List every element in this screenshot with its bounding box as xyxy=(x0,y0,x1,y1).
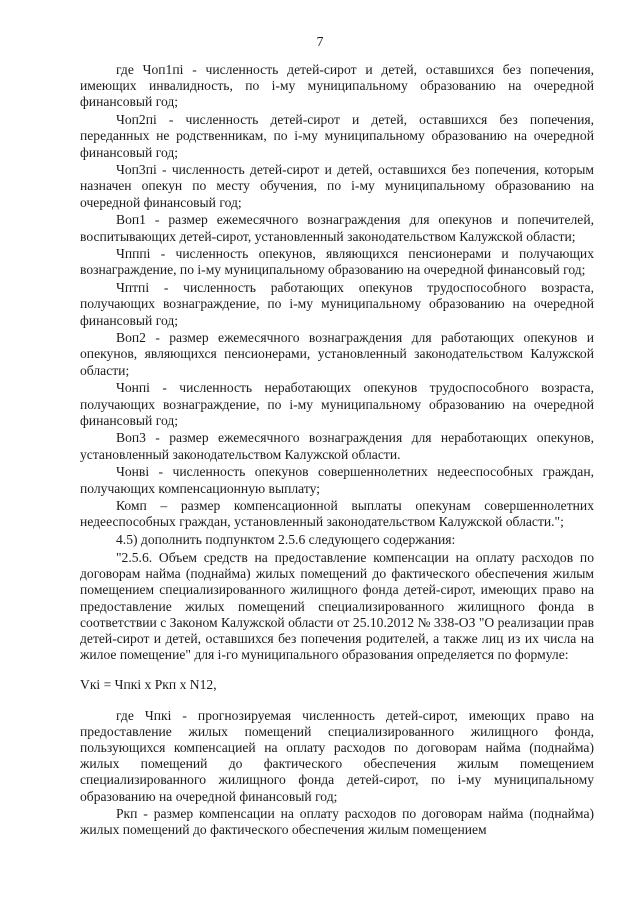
paragraph-chonp: Чонпі - численность неработающих опекунов трудоспособного возраста, получающих вознаграждение, по і-му муниципальному образованию на очередной финансовый год; xyxy=(80,380,594,428)
paragraph-chonv: Чонві - численность опекунов совершеннолетних недееспособных граждан, получающих компенсационную выплату; xyxy=(80,464,594,496)
paragraph-vop1: Воп1 - размер ежемесячного вознаграждения для опекунов и попечителей, воспитывающих детей-сирот, установленный законодательством Калужской области; xyxy=(80,212,594,244)
paragraph-rkp: Ркп - размер компенсации на оплату расходов по договорам найма (поднайма) жилых помещений до фактического обеспечения жилым помещением xyxy=(80,806,594,838)
paragraph-2-5-6: "2.5.6. Объем средств на предоставление компенсации на оплату расходов по договорам найма (поднайма) жилых помещений до фактического обеспечения жилым помещением специализированного жилищного фонда детей-сирот, имеющих право на предоставление жилых помещений специализированного жилищного фонда в соответствии с Законом Калужской области от 25.10.2012 № 338-ОЗ "О реализации прав детей-сирот и детей, оставшихся без попечения родителей, а также лиц из их числа на жилое помещение" для і-го муниципального образования определяется по формуле: xyxy=(80,549,594,663)
formula: Vкі = Чпкі х Ркп х N12, xyxy=(80,677,217,693)
paragraph-amendment-4-5: 4.5) дополнить подпунктом 2.5.6 следующего содержания: xyxy=(116,532,456,548)
paragraph-chop3: Чоп3пі - численность детей-сирот и детей, оставшихся без попечения, которым назначен опекун по месту обучения, по і-му муниципальному образованию на очередной финансовый год; xyxy=(80,162,594,210)
paragraph-chppp: Чпппі - численность опекунов, являющихся пенсионерами и получающих вознаграждение, по і-му муниципальному образованию на очередной финансовый год; xyxy=(80,246,594,278)
paragraph-komp: Комп – размер компенсационной выплаты опекунам совершеннолетних недееспособных граждан, установленный законодательством Калужской области."; xyxy=(80,498,594,530)
paragraph-chop2: Чоп2пі - численность детей-сирот и детей, оставшихся без попечения, переданных не родственникам, по і-му муниципальному образованию на очередной финансовый год; xyxy=(80,112,594,160)
paragraph-vop3: Воп3 - размер ежемесячного вознаграждения для неработающих опекунов, установленный законодательством Калужской области. xyxy=(80,430,594,462)
paragraph-chop1: где Чоп1пі - численность детей-сирот и детей, оставшихся без попечения, имеющих инвалидность, по і-му муниципальному образованию на очередной финансовый год; xyxy=(80,62,594,110)
paragraph-chpk: где Чпкі - прогнозируемая численность детей-сирот, имеющих право на предоставление жилых помещений специализированного жилищного фонда, пользующихся компенсацией на оплату расходов по договорам найма (поднайма) жилых помещений до фактического обеспечения жилым помещением специализированного жилищного фонда детей-сирот, по і-му муниципальному образованию на очередной финансовый год; xyxy=(80,707,594,804)
document-body xyxy=(80,62,594,840)
paragraph-chptp: Чптпі - численность работающих опекунов трудоспособного возраста, получающих вознаграждение, по і-му муниципальному образованию на очередной финансовый год; xyxy=(80,280,594,328)
paragraph-vop2: Воп2 - размер ежемесячного вознаграждения для работающих опекунов и опекунов, являющихся пенсионерами, установленный законодательством Калужской области; xyxy=(80,330,594,378)
page-number: 7 xyxy=(316,34,324,49)
